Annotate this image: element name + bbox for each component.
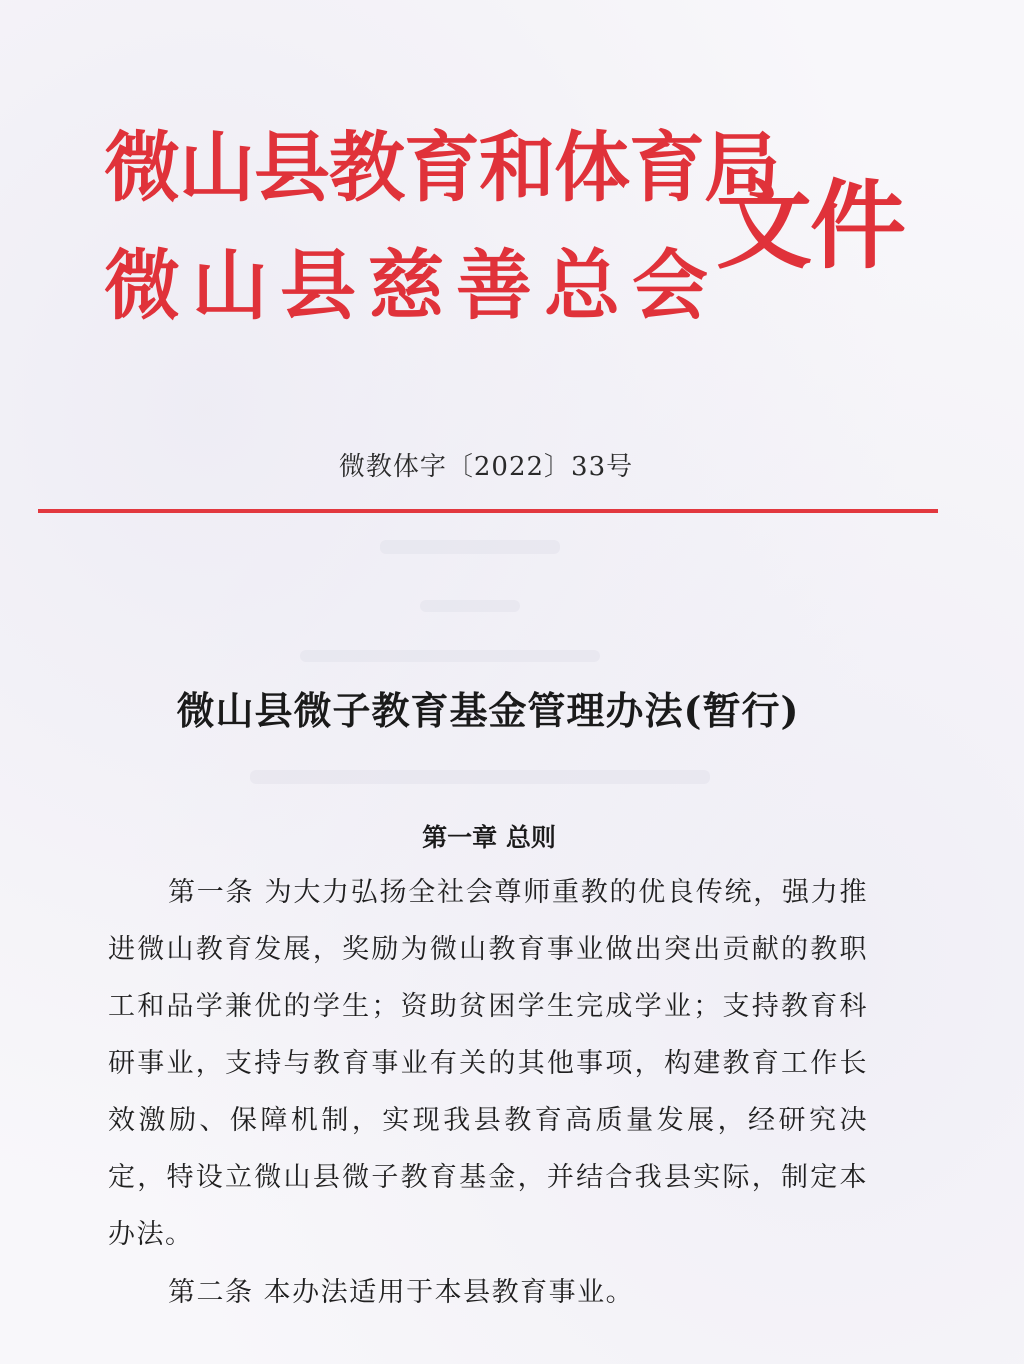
issuer-line-1: 微山县教育和体育局 [104, 123, 779, 212]
bleed-through-mark [300, 650, 600, 662]
document-title: 微山县微子教育基金管理办法(暂行) [176, 688, 800, 733]
article-paragraph: 第二条 本办法适用于本县教育事业。 [168, 1277, 635, 1308]
bleed-through-mark [250, 770, 710, 784]
bleed-through-mark [380, 540, 560, 554]
document-number: 微教体字〔2022〕33号 [338, 452, 634, 482]
document-type-label: 文件 [716, 169, 904, 282]
article-paragraph: 第一条 为大力弘扬全社会尊师重教的优良传统，强力推进微山教育发展，奖励为微山教育事业做出突出贡献的教职工和品学兼优的学生；资助贫困学生完成学业；支持教育科研事业，支持与教育事业有关的其他事项，构建教育工作长效激励、保障机制，实现我县教育高质量发展，经研究决定，特设立微山县微子教育基金，并结合我县实际，制定本办法。 [108, 877, 868, 1250]
document-header [104, 108, 904, 348]
red-divider-line [38, 509, 938, 513]
issuer-line-2: 微山县慈善总会 [104, 241, 720, 330]
bleed-through-mark [420, 600, 520, 612]
chapter-heading: 第一章 总则 [422, 823, 556, 852]
